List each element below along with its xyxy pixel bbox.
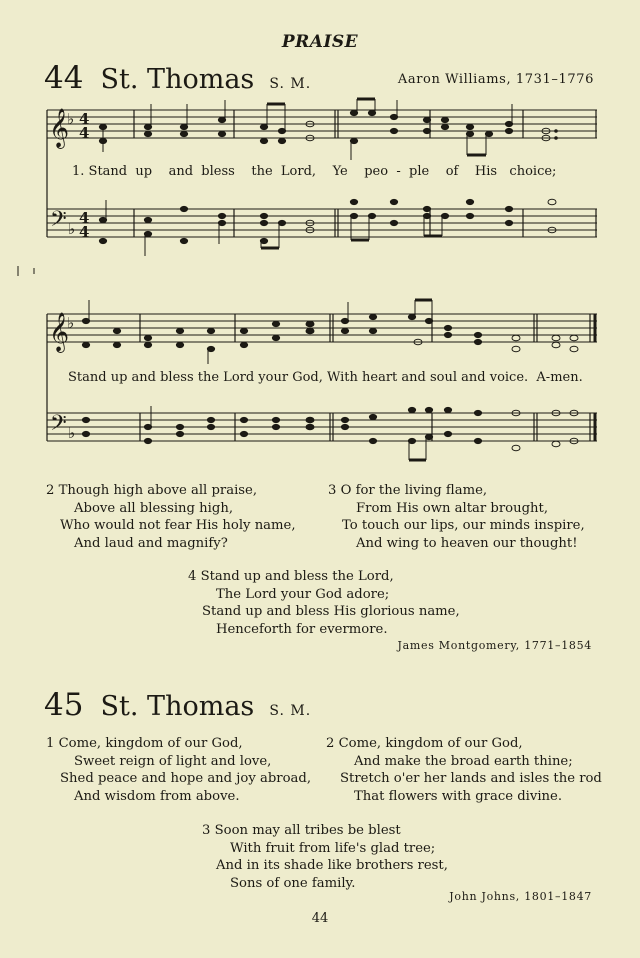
verse-number: 2 [46,483,55,498]
clefs [49,108,89,442]
verse-line: Soon may all tribes be blest [214,823,401,838]
verse-line: Above all blessing high, [74,500,234,516]
lyric-line-1: 1. Stand up and bless the Lord, Ye peo - ple of His choice; [72,164,557,179]
time-sig: 4 [79,124,90,142]
verse-line: And wing to heaven our thought! [356,535,578,551]
lyric-line-2: Stand up and bless the Lord your God, With heart and soul and voice. A-men. [68,370,583,385]
author-credit: James Montgomery, 1771–1854 [397,639,592,652]
author-credit: John Johns, 1801–1847 [449,890,592,903]
staff-2-treble [47,314,597,342]
verse-1 [46,735,311,805]
verse-line: Sons of one family. [230,875,356,891]
verse-line: With fruit from life's glad tree; [230,840,436,856]
treble-clef-icon: 𝄞 [49,312,70,352]
verse-line: And make the broad earth thine; [354,753,573,769]
hymn-number: 45 [44,687,84,723]
hymn-number: 44 [44,60,84,96]
staff-1-bass [47,209,597,237]
meter: S. M. [269,703,312,719]
staff-2-bass [47,413,597,441]
verse-line: Who would not fear His holy name, [60,518,296,534]
flat-icon: ♭ [68,220,76,238]
verse-number: 3 [328,483,337,498]
verse-number: 3 [202,823,211,838]
verse-line: Stretch o'er her lands and isles the rod [340,771,602,787]
verse-line: To touch our lips, our minds inspire, [342,518,585,534]
verse-line: That flowers with grace divine. [354,788,563,804]
verse-3 [202,822,448,892]
barlines [47,110,596,441]
verse-2 [46,482,296,552]
verse-4 [188,568,460,638]
verse-line: Come, kingdom of our God, [338,736,523,751]
verse-number: 4 [188,569,197,584]
flat-icon: ♭ [67,314,75,332]
verse-line: And wisdom from above. [74,788,240,804]
hymn-45-heading [44,687,311,723]
section-title: PRAISE [281,32,359,52]
verse-line: The Lord your God adore; [216,586,390,602]
verse-line: Though high above all praise, [58,483,258,498]
tune-name: St. Thomas [100,64,255,95]
verse-line: Stand up and bless the Lord, [200,569,394,584]
bass-clef-icon: 𝄢 [50,207,67,237]
notes-1-bass [99,199,556,256]
verse-line: Stand up and bless His glorious name, [202,604,460,620]
staff-1-treble [47,110,597,138]
verse-line: O for the living flame, [340,483,488,498]
time-sig: 4 [79,110,90,128]
flat-icon: ♭ [67,110,75,128]
page-number: 44 [311,911,329,926]
verse-number: 2 [326,736,335,751]
verse-line: And laud and magnify? [74,535,228,551]
time-sig: 4 [79,209,90,227]
verse-line: From His own altar brought, [356,500,549,516]
composer-credit: Aaron Williams, 1731–1776 [397,72,594,87]
verse-line: Come, kingdom of our God, [58,736,243,751]
verse-line: And in its shade like brothers rest, [216,858,448,874]
verse-number: 1 [46,736,55,751]
bass-clef-icon: 𝄢 [50,411,67,441]
flat-icon: ♭ [68,424,76,442]
verse-line: Henceforth for evermore. [216,621,388,637]
tune-name: St. Thomas [100,691,255,722]
verse-line: Shed peace and hope and joy abroad, [60,771,312,787]
verse-3 [328,482,585,552]
margin-marks [18,266,34,276]
verse-2 [326,735,602,805]
verse-line: Sweet reign of light and love, [74,753,272,769]
treble-clef-icon: 𝄞 [49,108,70,148]
time-sig: 4 [79,223,90,241]
meter: S. M. [269,76,312,92]
notes-1-treble [99,99,557,160]
